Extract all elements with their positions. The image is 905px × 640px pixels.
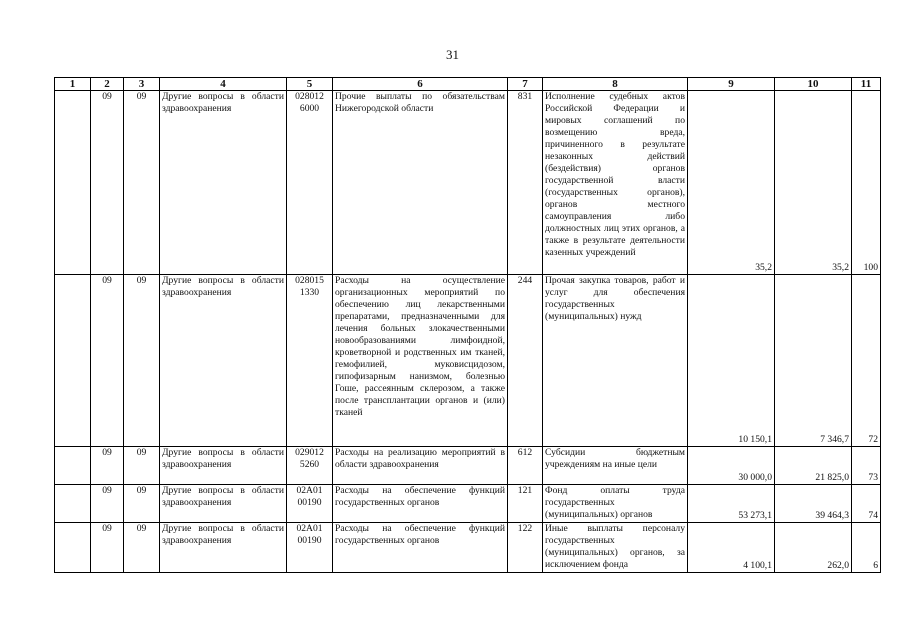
column-header: 4 [160, 78, 287, 91]
column-header: 5 [287, 78, 333, 91]
section-name-cell: Другие вопросы в области здравоохранения [160, 275, 287, 447]
section-code-cell: 09 [91, 447, 124, 485]
planned-amount-cell: 35,2 [688, 91, 775, 275]
execution-percent-cell: 6 [852, 523, 881, 573]
target-article-cell: 028015 1330 [287, 275, 333, 447]
expense-type-name-cell: Исполнение судебных актов Российской Федерации и мировых соглашений по возмещению вреда, причиненного в результате незаконных действий (бездействия) органов государственной власти (государственных органов), органов местного самоуправления либо должностных лиц этих органов, а также в результате деятельности казенных учреждений [543, 91, 688, 275]
subsection-code-cell: 09 [124, 91, 160, 275]
target-article-name-cell: Расходы на обеспечение функций государственных органов [333, 523, 508, 573]
target-article-cell: 028012 6000 [287, 91, 333, 275]
target-article-cell: 02А01 00190 [287, 485, 333, 523]
header-row [55, 78, 881, 91]
column-header: 6 [333, 78, 508, 91]
expense-type-code-cell: 121 [508, 485, 543, 523]
execution-percent-cell: 72 [852, 275, 881, 447]
planned-amount-cell: 30 000,0 [688, 447, 775, 485]
section-code-cell: 09 [91, 275, 124, 447]
planned-amount-cell: 53 273,1 [688, 485, 775, 523]
target-article-name-cell: Расходы на обеспечение функций государственных органов [333, 485, 508, 523]
section-code-cell: 09 [91, 523, 124, 573]
section-code-cell: 09 [91, 91, 124, 275]
executed-amount-cell: 7 346,7 [775, 275, 852, 447]
target-article-cell: 02А01 00190 [287, 523, 333, 573]
executed-amount-cell: 35,2 [775, 91, 852, 275]
expense-type-code-cell: 122 [508, 523, 543, 573]
expense-type-name-cell: Субсидии бюджетным учреждениям на иные цели [543, 447, 688, 485]
page-number: 31 [446, 47, 459, 62]
row-number-cell [55, 91, 91, 275]
table-row [55, 91, 881, 275]
row-number-cell [55, 523, 91, 573]
column-header: 3 [124, 78, 160, 91]
expense-type-code-cell: 612 [508, 447, 543, 485]
section-name-cell: Другие вопросы в области здравоохранения [160, 485, 287, 523]
table-row [55, 447, 881, 485]
subsection-code-cell: 09 [124, 275, 160, 447]
table-row [55, 485, 881, 523]
column-header: 7 [508, 78, 543, 91]
column-header: 8 [543, 78, 688, 91]
row-number-cell [55, 447, 91, 485]
execution-percent-cell: 100 [852, 91, 881, 275]
subsection-code-cell: 09 [124, 523, 160, 573]
row-number-cell [55, 275, 91, 447]
expense-type-name-cell: Иные выплаты персоналу государственных (муниципальных) органов, за исключением фонда [543, 523, 688, 573]
budget-execution-table [54, 77, 881, 573]
target-article-name-cell: Расходы на осуществление организационных мероприятий по обеспечению лиц лекарственными препаратами, предназначенными для лечения больных злокачественными новообразованиями лимфоидной, кроветворной и родственных им тканей, гемофилией, муковисцидозом, гипофизарным нанизмом, болезнью Гоше, рассеянным склерозом, а также после трансплантации органов и (или) тканей [333, 275, 508, 447]
section-name-cell: Другие вопросы в области здравоохранения [160, 447, 287, 485]
expense-type-name-cell: Фонд оплаты труда государственных (муниципальных) органов [543, 485, 688, 523]
section-name-cell: Другие вопросы в области здравоохранения [160, 91, 287, 275]
expense-type-code-cell: 831 [508, 91, 543, 275]
execution-percent-cell: 73 [852, 447, 881, 485]
execution-percent-cell: 74 [852, 485, 881, 523]
executed-amount-cell: 39 464,3 [775, 485, 852, 523]
table-row [55, 523, 881, 573]
column-header: 10 [775, 78, 852, 91]
planned-amount-cell: 4 100,1 [688, 523, 775, 573]
executed-amount-cell: 262,0 [775, 523, 852, 573]
executed-amount-cell: 21 825,0 [775, 447, 852, 485]
section-name-cell: Другие вопросы в области здравоохранения [160, 523, 287, 573]
target-article-cell: 029012 5260 [287, 447, 333, 485]
expense-type-code-cell: 244 [508, 275, 543, 447]
planned-amount-cell: 10 150,1 [688, 275, 775, 447]
subsection-code-cell: 09 [124, 447, 160, 485]
column-header: 1 [55, 78, 91, 91]
column-header: 2 [91, 78, 124, 91]
row-number-cell [55, 485, 91, 523]
target-article-name-cell: Прочие выплаты по обязательствам Нижегородской области [333, 91, 508, 275]
column-header: 9 [688, 78, 775, 91]
target-article-name-cell: Расходы на реализацию мероприятий в области здравоохранения [333, 447, 508, 485]
subsection-code-cell: 09 [124, 485, 160, 523]
column-header: 11 [852, 78, 881, 91]
section-code-cell: 09 [91, 485, 124, 523]
table-row [55, 275, 881, 447]
expense-type-name-cell: Прочая закупка товаров, работ и услуг для обеспечения государственных (муниципальных) нужд [543, 275, 688, 447]
